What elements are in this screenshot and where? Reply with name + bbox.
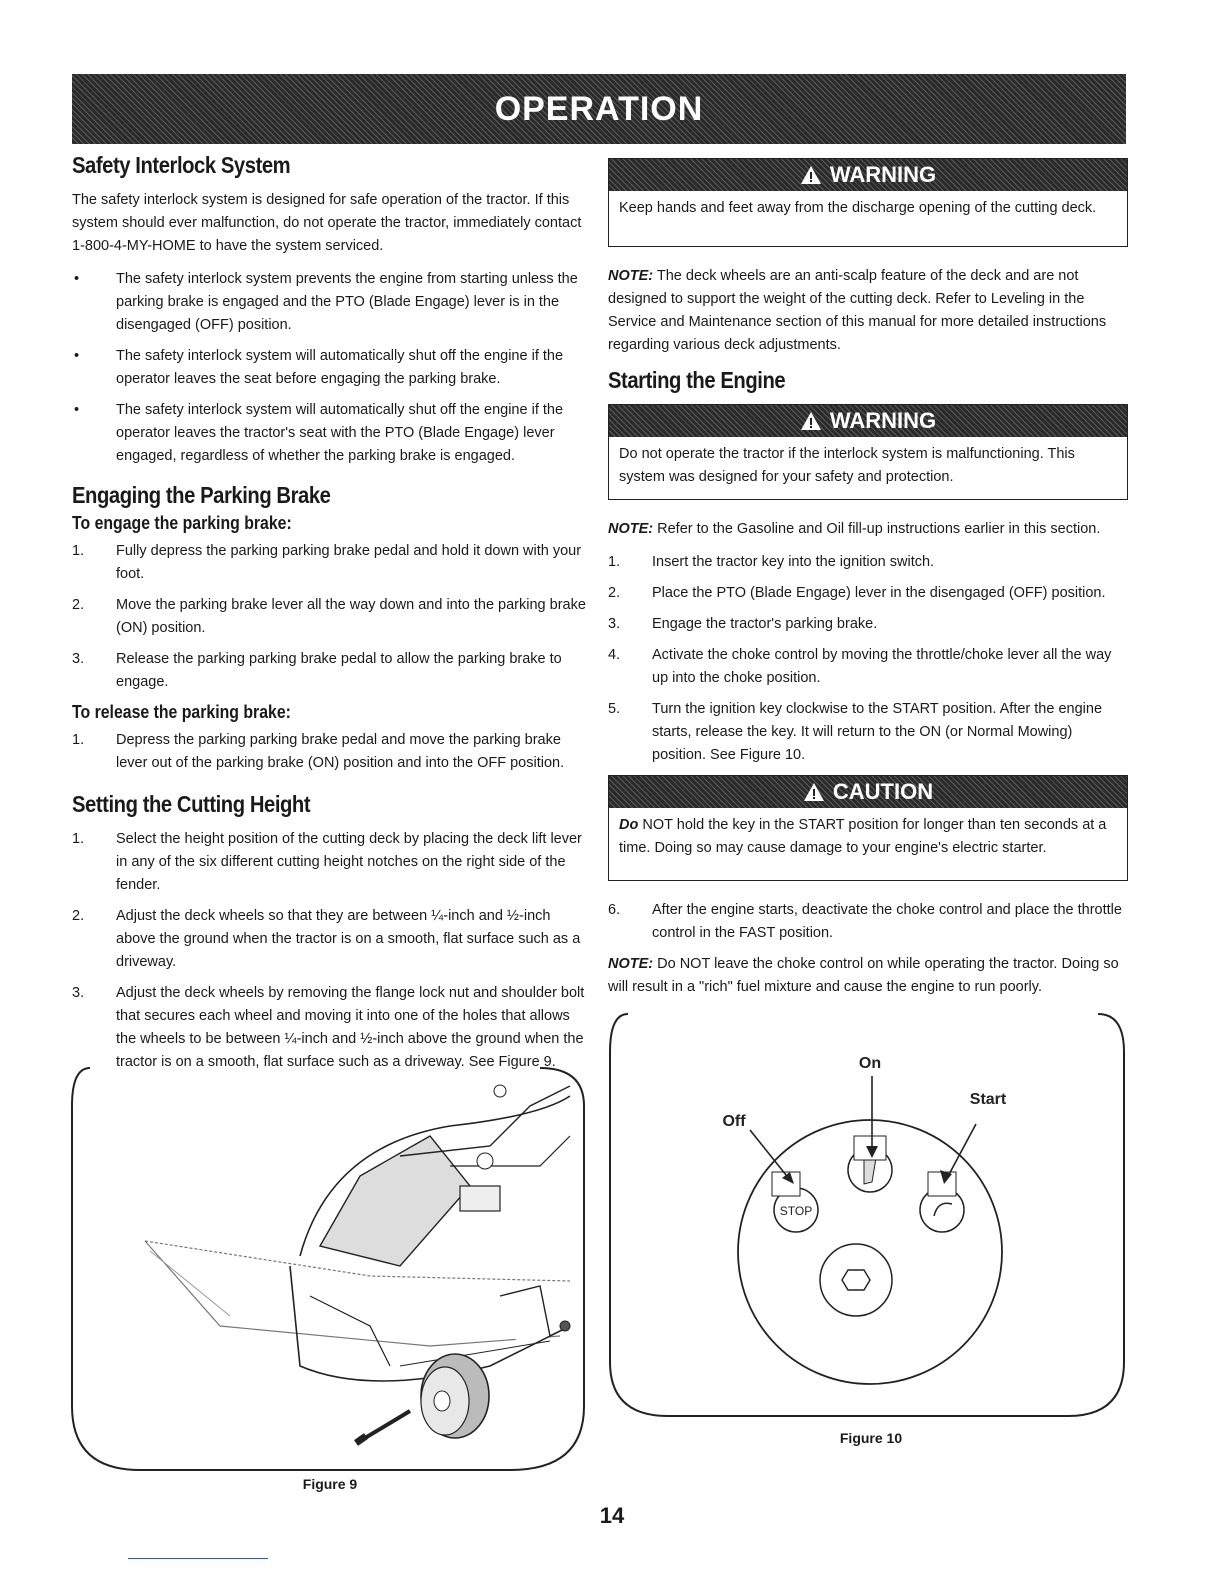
warning-text: Keep hands and feet away from the discharge opening of the cutting deck. — [619, 200, 1097, 216]
page-number: 14 — [599, 1503, 625, 1528]
right-column — [608, 158, 1128, 1009]
list-item: • The safety interlock system prevents the engine from starting unless the parking brake is engaged and the PTO (Blade Engage) lever is in the disengaged (OFF) position. — [74, 271, 578, 333]
release-subheading: To release the parking brake: — [72, 702, 291, 722]
off-label: Off — [722, 1113, 746, 1130]
parking-heading: Engaging the Parking Brake — [72, 482, 331, 508]
warning-text: Do not operate the tractor if the interlock system is malfunctioning. This system was designed for your safety and protection. — [619, 446, 1075, 485]
list-item: 6. After the engine starts, deactivate the choke control and place the throttle control in the FAST position. — [608, 902, 1122, 941]
list-item: 4. Activate the choke control by moving the throttle/choke lever all the way up into the choke position. — [608, 647, 1112, 686]
caution-box — [608, 775, 1128, 881]
list-item: 1. Depress the parking parking brake pedal and move the parking brake lever out of the parking brake (ON) position and into the OFF position. — [72, 732, 565, 771]
safety-bullets — [72, 268, 588, 468]
section-banner — [72, 74, 1126, 144]
left-column — [72, 152, 588, 1082]
caution-title: CAUTION — [832, 779, 934, 804]
on-label: On — [858, 1055, 882, 1072]
stop-label: STOP — [779, 1204, 813, 1218]
banner-title: OPERATION — [494, 89, 704, 128]
starting-steps — [608, 551, 1128, 767]
caution-header — [609, 776, 1127, 808]
warning-triangle-icon — [800, 165, 822, 185]
start-label: Start — [969, 1091, 1007, 1108]
cutting-heading: Setting the Cutting Height — [72, 791, 311, 817]
note-gasoline: NOTE: Refer to the Gasoline and Oil fill-up instructions earlier in this section. — [608, 521, 1101, 537]
warning-box-interlock — [608, 404, 1128, 500]
caution-text: Do NOT hold the key in the START position for longer than ten seconds at a time. Doing so may cause damage to your engine's electric starter. — [619, 817, 1107, 856]
starting-heading: Starting the Engine — [608, 367, 786, 393]
list-item: 5. Turn the ignition key clockwise to the START position. After the engine starts, release the key. It will return to the ON (or Normal Mowing) position. See Figure 10. — [608, 701, 1103, 763]
list-item: 2. Place the PTO (Blade Engage) lever in the disengaged (OFF) position. — [608, 585, 1106, 601]
safety-intro: The safety interlock system is designed for safe operation of the tractor. If this system should ever malfunction, do not operate the tractor, immediately contact 1-800-4-MY-HOME to have the system serviced. — [72, 192, 582, 254]
list-item: 3. Engage the tractor's parking brake. — [608, 616, 878, 632]
list-item: 2. Adjust the deck wheels so that they are between ¼-inch and ½-inch above the ground when the tractor is on a smooth, flat surface such as a driveway. — [72, 908, 581, 970]
warning-box-deck — [608, 158, 1128, 247]
warning-header — [609, 159, 1127, 191]
cutting-steps — [72, 828, 588, 1074]
warning-title: WARNING — [829, 408, 937, 433]
list-item: 2. Move the parking brake lever all the way down and into the parking brake (ON) position. — [72, 597, 586, 636]
list-item: 1. Select the height position of the cutting deck by placing the deck lift lever in any of the six different cutting height notches on the right side of the fender. — [72, 831, 582, 893]
warning-header — [609, 405, 1127, 437]
figure-10-ignition-switch-illustration — [608, 1012, 1128, 1422]
engage-steps — [72, 540, 588, 694]
list-item: 1. Insert the tractor key into the ignition switch. — [608, 554, 935, 570]
list-item: • The safety interlock system will automatically shut off the engine if the operator leaves the seat before engaging the parking brake. — [74, 348, 564, 387]
list-item: • The safety interlock system will automatically shut off the engine if the operator leaves the tractor's seat with the PTO (Blade Engage) lever engaged, regardless of whether the parking brake is engaged. — [74, 402, 564, 464]
list-item: 1. Fully depress the parking parking brake pedal and hold it down with your foot. — [72, 543, 582, 582]
engage-subheading: To engage the parking brake: — [72, 513, 292, 533]
figure-10-caption: Figure 10 — [839, 1430, 903, 1446]
release-steps — [72, 729, 588, 775]
list-item: 3. Adjust the deck wheels by removing the flange lock nut and shoulder bolt that secures each wheel and moving it into one of the holes that allows the wheels to be between ¼-inch and ½-inch above the ground when the tractor is on a smooth, flat surface such as a driveway. See Figure 9. — [72, 985, 585, 1070]
note-choke: NOTE: Do NOT leave the choke control on while operating the tractor. Doing so will result in a "rich" fuel mixture and cause the engine to run poorly. — [608, 956, 1119, 995]
warning-triangle-icon — [800, 411, 822, 431]
note-deck-wheels: NOTE: The deck wheels are an anti-scalp feature of the deck and are not designed to support the weight of the cutting deck. Refer to Leveling in the Service and Maintenance section of this manual for more detailed instructions regarding various deck adjustments. — [608, 268, 1107, 353]
safety-heading: Safety Interlock System — [72, 152, 291, 178]
caution-triangle-icon — [803, 782, 825, 802]
figure-9-deck-wheel-illustration — [70, 1066, 590, 1472]
figure-9-caption: Figure 9 — [302, 1476, 358, 1492]
list-item: 3. Release the parking parking brake pedal to allow the parking brake to engage. — [72, 651, 562, 690]
footer-rule — [128, 1558, 268, 1559]
warning-title: WARNING — [829, 162, 937, 187]
starting-step-6 — [608, 899, 1128, 945]
